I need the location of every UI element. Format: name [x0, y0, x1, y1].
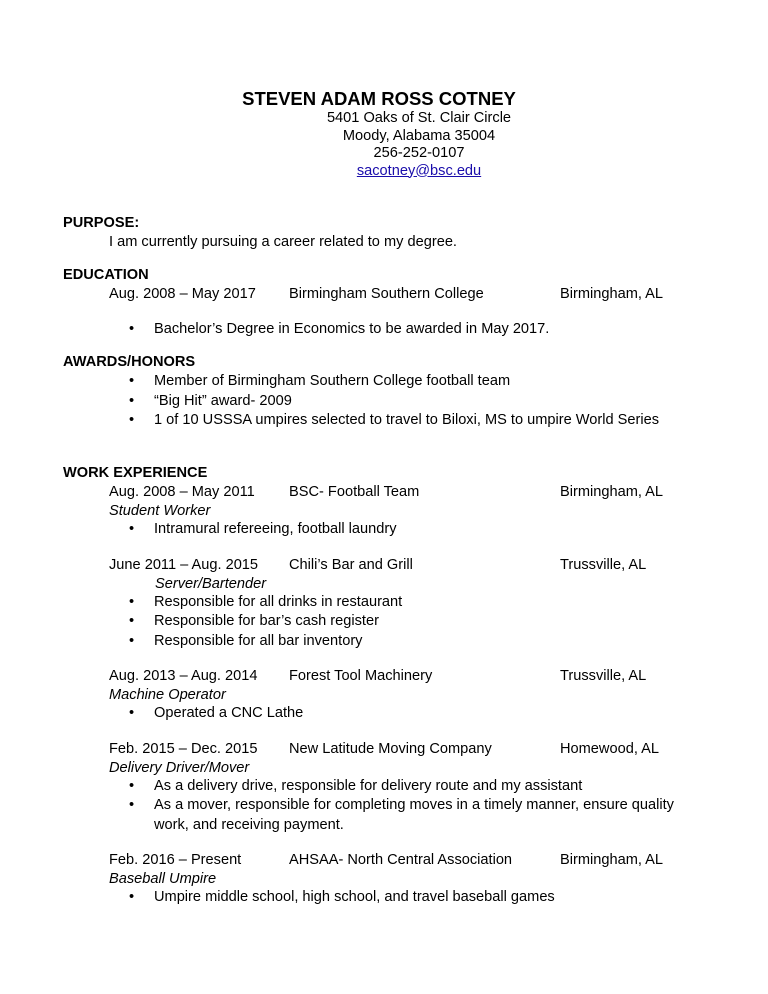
list-item: • Umpire middle school, high school, and travel baseball games — [63, 888, 702, 908]
list-item: • “Big Hit” award- 2009 — [63, 392, 702, 412]
list-item: • Responsible for all drinks in restaurant — [63, 593, 702, 613]
email-link[interactable]: sacotney@bsc.edu — [356, 162, 482, 179]
list-item: • 1 of 10 USSSA umpires selected to travel to Biloxi, MS to umpire World Series — [63, 411, 702, 431]
education-bullets — [63, 320, 743, 340]
list-item: • Intramural refereeing, football laundry — [63, 520, 702, 540]
address-line-1: 5401 Oaks of St. Clair Circle — [326, 110, 512, 126]
job-entry — [63, 483, 743, 540]
education-school: Birmingham Southern College — [289, 286, 484, 302]
job-location: Trussville, AL — [560, 668, 647, 684]
job-bullets — [63, 593, 743, 652]
purpose-title: PURPOSE: — [63, 215, 140, 231]
list-item: • Bachelor’s Degree in Economics to be awarded in May 2017. — [63, 320, 702, 340]
purpose-text: I am currently pursuing a career related to my degree. — [109, 234, 457, 250]
education-row — [63, 285, 743, 304]
job-role: Server/Bartender — [155, 575, 267, 592]
job-bullets — [63, 520, 743, 540]
education-location: Birmingham, AL — [560, 286, 664, 302]
job-organization: New Latitude Moving Company — [289, 740, 492, 757]
job-bullets — [63, 704, 743, 724]
awards-section — [63, 353, 743, 431]
job-role: Baseball Umpire — [109, 871, 217, 887]
list-item: • Responsible for bar’s cash register — [63, 612, 702, 632]
list-item: • Member of Birmingham Southern College football team — [63, 372, 702, 392]
job-date: Feb. 2015 – Dec. 2015 — [109, 740, 258, 757]
job-location: Birmingham, AL — [560, 852, 664, 868]
job-role: Student Worker — [109, 503, 211, 519]
job-entry — [63, 851, 743, 908]
address-line-2: Moody, Alabama 35004 — [342, 127, 496, 144]
job-organization: BSC- Football Team — [289, 484, 420, 500]
phone-number: 256-252-0107 — [373, 145, 465, 161]
work-title: WORK EXPERIENCE — [63, 465, 208, 481]
candidate-name: STEVEN ADAM ROSS COTNEY — [242, 88, 516, 109]
job-role: Delivery Driver/Mover — [109, 759, 250, 776]
job-bullets — [63, 777, 743, 836]
awards-title: AWARDS/HONORS — [63, 354, 196, 370]
job-organization: Forest Tool Machinery — [289, 668, 433, 684]
job-date: Feb. 2016 – Present — [109, 852, 242, 868]
list-item: • As a mover, responsible for completing moves in a timely manner, ensure quality work, and receiving payment. — [63, 796, 702, 835]
purpose-section — [63, 214, 743, 252]
job-entry — [63, 556, 743, 652]
job-location: Homewood, AL — [560, 740, 659, 757]
job-role: Machine Operator — [109, 687, 226, 703]
list-item: • As a delivery drive, responsible for delivery route and my assistant — [63, 777, 702, 797]
work-section — [63, 464, 743, 908]
education-title: EDUCATION — [63, 267, 149, 283]
job-date: Aug. 2008 – May 2011 — [109, 484, 255, 500]
job-entry — [63, 667, 743, 724]
education-date: Aug. 2008 – May 2017 — [109, 286, 256, 302]
job-date: June 2011 – Aug. 2015 — [109, 556, 259, 573]
resume-header — [0, 88, 768, 180]
education-section — [63, 266, 743, 340]
list-item: • Responsible for all bar inventory — [63, 632, 702, 652]
job-organization: AHSAA- North Central Association — [289, 852, 513, 868]
job-bullets — [63, 888, 743, 908]
job-organization: Chili’s Bar and Grill — [289, 556, 413, 573]
awards-bullets — [63, 372, 743, 431]
job-date: Aug. 2013 – Aug. 2014 — [109, 668, 258, 684]
job-location: Trussville, AL — [560, 556, 647, 573]
job-entry — [63, 740, 743, 836]
job-location: Birmingham, AL — [560, 484, 664, 500]
list-item: • Operated a CNC Lathe — [63, 704, 702, 724]
